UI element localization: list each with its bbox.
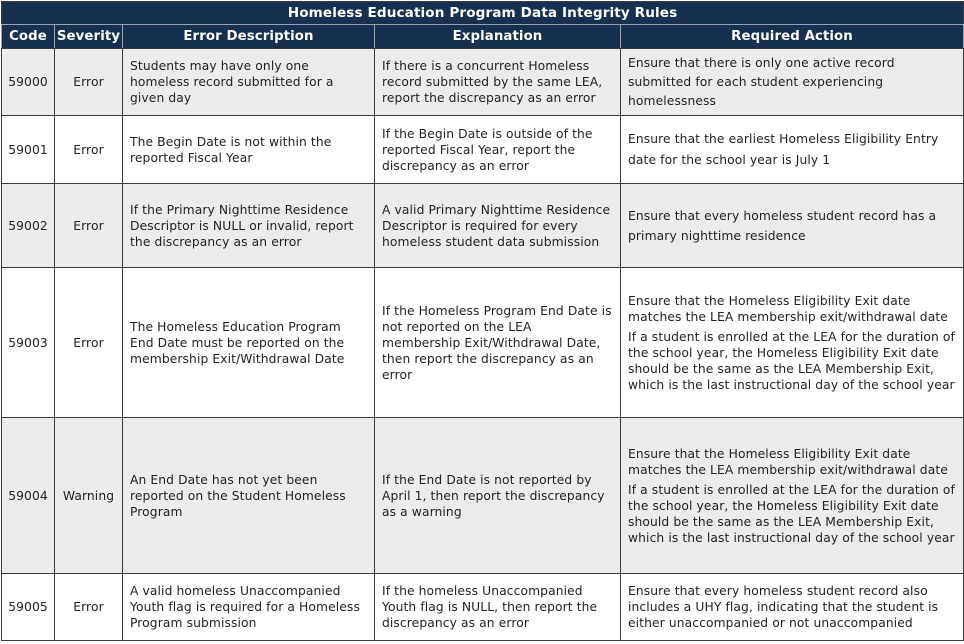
column-header-required-action: Required Action	[621, 25, 964, 49]
required-action-text: Ensure that the Homeless Eligibility Exit date matches the LEA membership exit/withdrawal date	[628, 446, 948, 477]
rule-explanation: If the homeless Unaccompanied Youth flag is NULL, then report the discrepancy as an error	[375, 574, 621, 641]
table-title: Homeless Education Program Data Integrity Rules	[2, 2, 964, 25]
rules-table-container	[1, 1, 963, 641]
data-integrity-rules-table	[1, 1, 964, 641]
rule-explanation: If the Homeless Program End Date is not reported on the LEA membership Exit/Withdrawal Date, then report the discrepancy as an error	[375, 268, 621, 418]
rule-code: 59001	[2, 116, 55, 184]
required-action-text: Ensure that every homeless student record has a primary nighttime residence	[628, 208, 937, 243]
rule-required-action	[621, 418, 964, 574]
column-header-error-description: Error Description	[123, 25, 375, 49]
rule-code: 59004	[2, 418, 55, 574]
rule-required-action	[621, 184, 964, 268]
rule-severity: Error	[55, 574, 123, 641]
rule-severity: Warning	[55, 418, 123, 574]
table-row	[2, 116, 964, 184]
rule-required-action	[621, 574, 964, 641]
rule-required-action	[621, 49, 964, 116]
table-row	[2, 268, 964, 418]
rule-error-description: The Begin Date is not within the reported Fiscal Year	[123, 116, 375, 184]
table-title-row	[2, 2, 964, 25]
required-action-text: Ensure that every homeless student record also includes a UHY flag, indicating that the student is either unaccompanied or not unaccompanied	[628, 584, 939, 630]
rule-severity: Error	[55, 268, 123, 418]
required-action-text: If a student is enrolled at the LEA for the duration of the school year, the Homeless Eligibility Exit date should be the same as the LEA Membership Exit, which is the last instructional day of the school year	[628, 482, 955, 545]
rule-required-action	[621, 268, 964, 418]
required-action-text: If a student is enrolled at the LEA for the duration of the school year, the Homeless Eligibility Exit date should be the same as the LEA Membership Exit, which is the last instructional day of the school year	[628, 329, 955, 392]
rule-severity: Error	[55, 49, 123, 116]
required-action-text: Ensure that there is only one active record submitted for each student experiencing homelessness	[628, 55, 895, 108]
rule-code: 59005	[2, 574, 55, 641]
rule-code: 59000	[2, 49, 55, 116]
rule-error-description: An End Date has not yet been reported on the Student Homeless Program	[123, 418, 375, 574]
table-row	[2, 49, 964, 116]
table-row	[2, 418, 964, 574]
rule-required-action	[621, 116, 964, 184]
table-row	[2, 574, 964, 641]
rule-explanation: If there is a concurrent Homeless record submitted by the same LEA, report the discrepancy as an error	[375, 49, 621, 116]
table-header-row	[2, 25, 964, 49]
rule-error-description: A valid homeless Unaccompanied Youth flag is required for a Homeless Program submission	[123, 574, 375, 641]
rule-code: 59003	[2, 268, 55, 418]
rule-explanation: A valid Primary Nighttime Residence Descriptor is required for every homeless student data submission	[375, 184, 621, 268]
rule-severity: Error	[55, 116, 123, 184]
rule-error-description: The Homeless Education Program End Date must be reported on the membership Exit/Withdrawal Date	[123, 268, 375, 418]
rule-error-description: Students may have only one homeless record submitted for a given day	[123, 49, 375, 116]
required-action-text: Ensure that the Homeless Eligibility Exit date matches the LEA membership exit/withdrawal date	[628, 293, 948, 324]
table-row	[2, 184, 964, 268]
required-action-text: Ensure that the earliest Homeless Eligibility Entry date for the school year is July 1	[628, 131, 939, 167]
rule-explanation: If the End Date is not reported by April 1, then report the discrepancy as a warning	[375, 418, 621, 574]
rule-explanation: If the Begin Date is outside of the reported Fiscal Year, report the discrepancy as an error	[375, 116, 621, 184]
column-header-severity: Severity	[55, 25, 123, 49]
column-header-code: Code	[2, 25, 55, 49]
rule-severity: Error	[55, 184, 123, 268]
rule-code: 59002	[2, 184, 55, 268]
rule-error-description: If the Primary Nighttime Residence Descriptor is NULL or invalid, report the discrepancy as an error	[123, 184, 375, 268]
column-header-explanation: Explanation	[375, 25, 621, 49]
